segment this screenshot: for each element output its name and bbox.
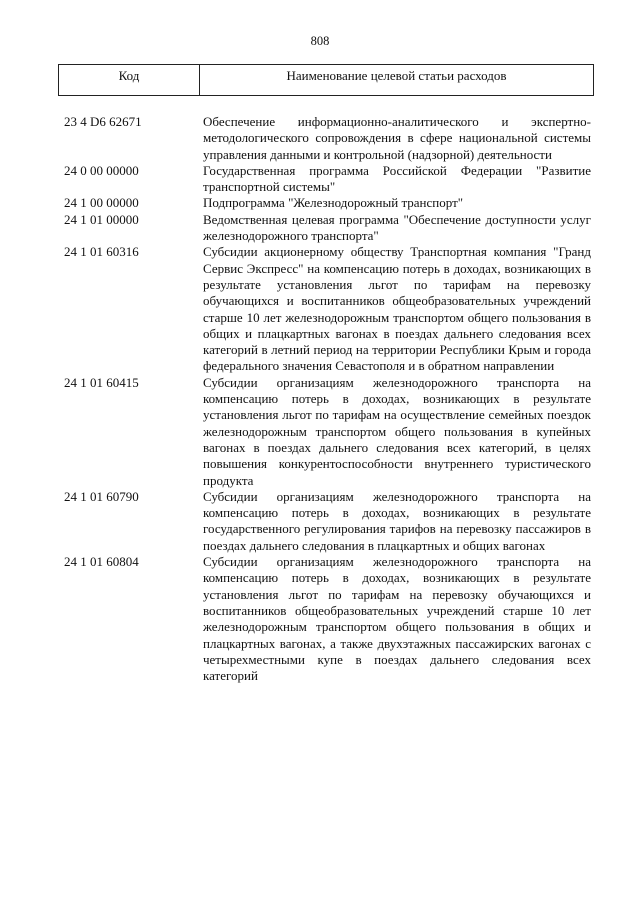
row-description: Субсидии организациям железнодорожного транспорта на компенсацию потерь в доходах, возникающих в результате установления льгот по тарифам на осуществление семейных поездок железнодорожным транспортом общего пользования в купейных вагонах в поездах дальнего следования всех категорий, в целях повышения конкурентоспособности внутреннего туристического продукта [203, 374, 591, 488]
row-description: Субсидии организациям железнодорожного транспорта на компенсацию потерь в доходах, возникающих в результате государственного регулирования тарифов на перевозку пассажиров в поездах дальнего следования в плацкартных и общих вагонах [203, 488, 591, 553]
table-header [58, 64, 594, 96]
row-code: 24 1 01 60790 [64, 488, 139, 504]
table-row [58, 212, 594, 245]
row-code: 24 1 01 60804 [64, 554, 139, 570]
table-row [58, 114, 594, 163]
row-code: 24 1 00 00000 [64, 195, 139, 211]
row-description: Подпрограмма "Железнодорожный транспорт" [203, 195, 464, 211]
row-description: Ведомственная целевая программа "Обеспечение доступности услуг железнодорожного транспорта" [203, 211, 591, 244]
table-row [58, 375, 594, 489]
row-description: Субсидии организациям железнодорожного транспорта на компенсацию потерь в доходах, возникающих в результате установления льгот по тарифам на перевозку обучающихся и воспитанников общеобразовательных учреждений старше 10 лет железнодорожным транспортом общего пользования в общих и плацкартных вагонах, а также двухэтажных пассажирских вагонах с четырехместными купе в поездах дальнего следования всех категорий [203, 554, 591, 684]
row-code: 23 4 D6 62671 [64, 114, 142, 129]
row-description: Государственная программа Российской Федерации "Развитие транспортной системы" [203, 162, 591, 195]
row-code: 24 0 00 00000 [64, 162, 139, 178]
table-row [58, 244, 594, 374]
table-row [58, 489, 594, 554]
table-row [58, 554, 594, 684]
header-code: Код [59, 65, 200, 95]
row-code: 24 1 01 00000 [64, 211, 139, 227]
table-row [58, 163, 594, 196]
table-body [58, 114, 594, 684]
row-description: Субсидии акционерному обществу Транспортная компания "Гранд Сервис Экспресс" на компенсацию потерь в доходах, возникающих в результате установления льгот по тарифам на перевозку обучающихся и воспитанников общеобразовательных учреждений старше 10 лет железнодорожным транспортом общего пользования в общих и плацкартных вагонах в поездах дальнего следования всех категорий в летний период на территории Республики Крым и города федерального значения Севастополя и в обратном направлении [203, 244, 591, 374]
row-code: 24 1 01 60415 [64, 374, 139, 390]
table-row [58, 195, 594, 211]
page-number: 808 [310, 34, 330, 48]
row-code: 24 1 01 60316 [64, 244, 139, 260]
header-name: Наименование целевой статьи расходов [286, 68, 507, 83]
row-description: Обеспечение информационно-аналитического и экспертно-методологического сопровождения в сфере национальной системы управления данными и контрольной (надзорной) деятельности [203, 114, 591, 162]
